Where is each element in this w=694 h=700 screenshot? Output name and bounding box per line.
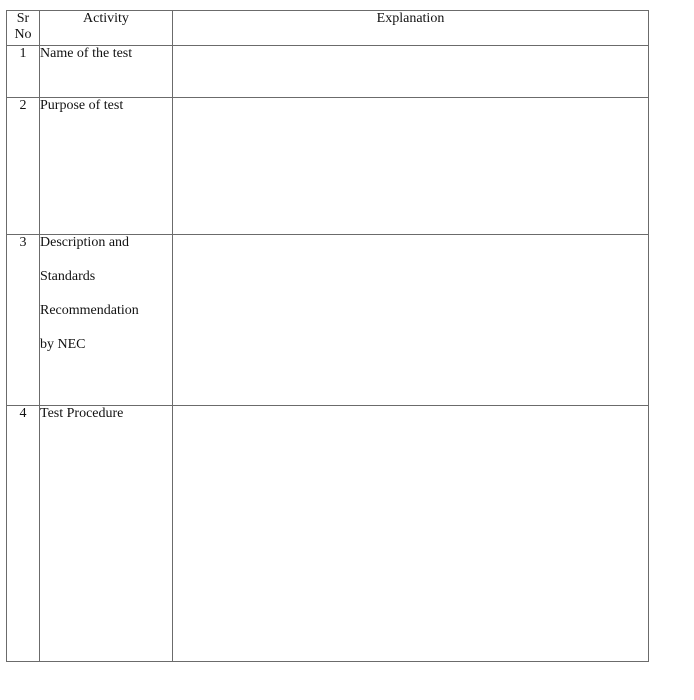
header-sr-no <box>7 11 40 46</box>
test-description-table <box>6 10 649 662</box>
row-sr-number: 3 <box>7 235 40 406</box>
table-row <box>7 46 649 98</box>
header-explanation: Explanation <box>173 11 649 46</box>
header-sr-line2: No <box>14 27 32 42</box>
row-sr-number: 1 <box>7 46 40 98</box>
header-activity: Activity <box>40 11 173 46</box>
row-activity: Name of the test <box>40 46 173 98</box>
header-sr-line1: Sr <box>16 11 30 26</box>
table-row <box>7 98 649 235</box>
row-activity: Purpose of test <box>40 98 173 235</box>
row-explanation <box>173 46 649 98</box>
activity-line: Recommendation <box>40 303 139 318</box>
row-activity: Test Procedure <box>40 406 173 662</box>
row-sr-number: 2 <box>7 98 40 235</box>
activity-line: by NEC <box>40 337 86 352</box>
activity-line: Description and <box>40 235 130 250</box>
row-sr-number: 4 <box>7 406 40 662</box>
row-activity <box>40 235 173 406</box>
row-explanation <box>173 235 649 406</box>
table-header-row <box>7 11 649 46</box>
row-explanation <box>173 406 649 662</box>
table-row <box>7 235 649 406</box>
activity-line: Standards <box>40 269 96 284</box>
row-explanation <box>173 98 649 235</box>
table-row <box>7 406 649 662</box>
